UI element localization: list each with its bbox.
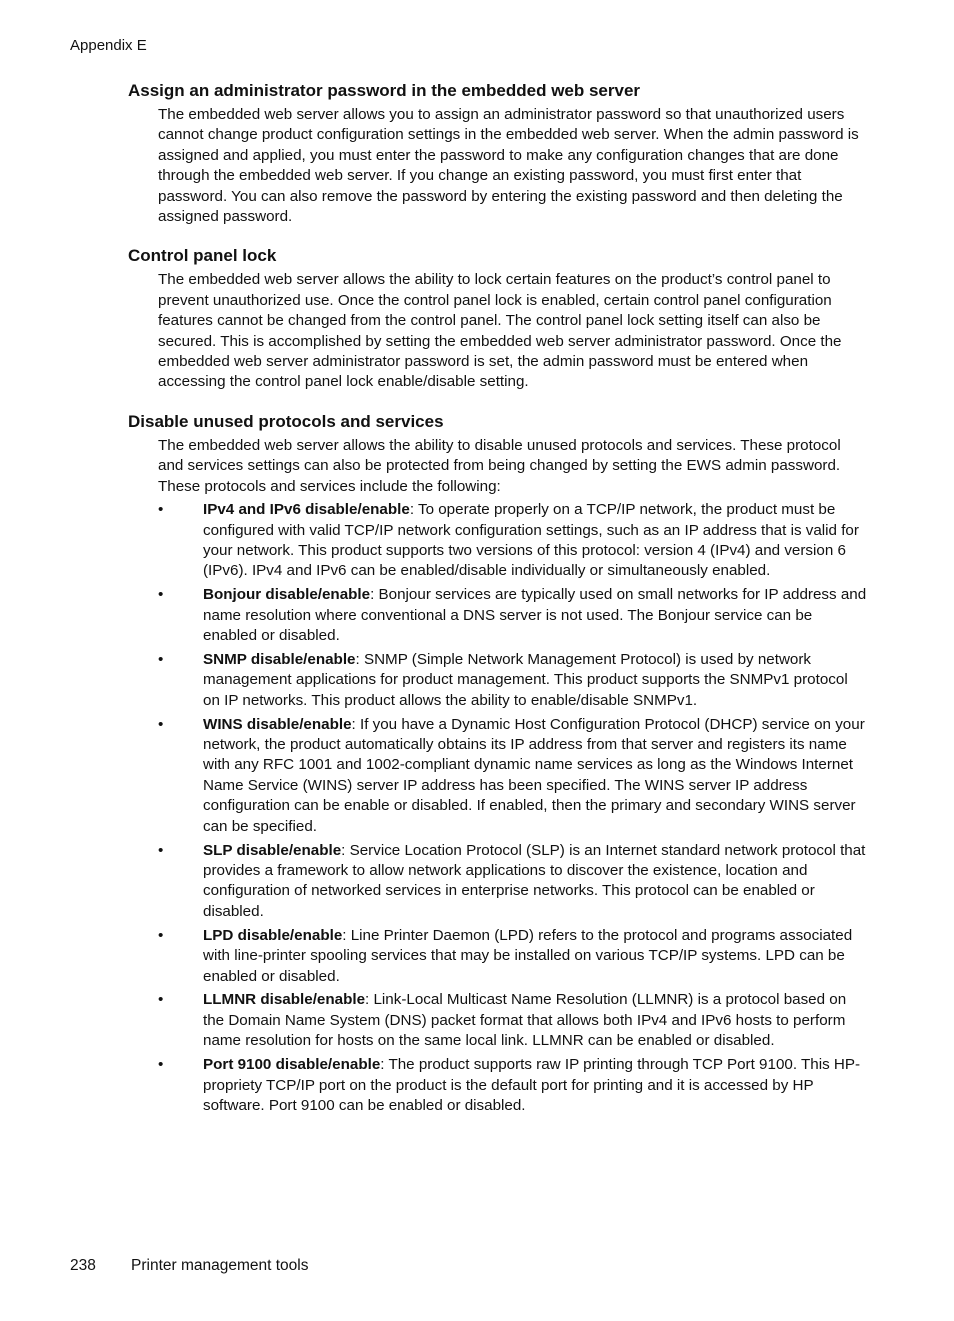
bullet-icon: • <box>158 841 164 859</box>
list-item-text: : The product supports raw IP printing through TCP Port 9100. This HP-propriety TCP/IP port on the product is the default port for printing and it is accessed by HP software. Port 9100 can be enabled or disabled. <box>203 1056 861 1114</box>
list-item-term: Port 9100 disable/enable <box>203 1056 381 1074</box>
list-item <box>158 841 868 923</box>
list-item-term: SNMP disable/enable <box>203 650 356 668</box>
list-item <box>158 926 868 987</box>
bullet-icon: • <box>158 1056 164 1074</box>
list-item <box>158 585 868 646</box>
section-paragraph: The embedded web server allows the ability to disable unused protocols and services. These protocol and services settings can also be protected from being changed by setting the EWS admin password. These protocols and services include the following: <box>158 436 841 495</box>
list-item <box>158 650 868 711</box>
list-item-term: SLP disable/enable <box>203 841 342 859</box>
list-item-text: : Line Printer Daemon (LPD) refers to the protocol and programs associated with line-printer spooling services that may be installed on various TCP/IP systems. LPD can be enabled or disabled. <box>203 926 853 985</box>
page-content <box>128 80 868 1120</box>
page-number: 238 <box>70 1257 96 1274</box>
page-footer <box>70 1256 308 1276</box>
list-item-text: : If you have a Dynamic Host Configuration Protocol (DHCP) service on your network, the product automatically obtains its IP address from that server and registers its name with any RFC 1001 and 1002-compliant dynamic name services as long as the Windows Internet Name Service (WINS) server IP address has been specified. The WINS server IP address configuration can be enable or disabled. If enabled, then the primary and secondary WINS server can be specified. <box>203 715 865 835</box>
list-item-text: : SNMP (Simple Network Management Protocol) is used by network management applications for product management. This product supports the SNMPv1 protocol on IP networks. This product allows the ability to enable/disable SNMPv1. <box>203 650 848 709</box>
list-item-text: : To operate properly on a TCP/IP network, the product must be configured with valid TCP/IP network configuration settings, such as an IP address that is valid for your network. This product supports two versions of this protocol: version 4 (IPv4) and version 6 (IPv6). IPv4 and IPv6 can be enabled/disable individually or simultaneously enabled. <box>203 501 859 580</box>
running-head: Appendix E <box>70 37 147 54</box>
list-item-term: Bonjour disable/enable <box>203 586 371 604</box>
bullet-icon: • <box>158 586 164 604</box>
bullet-icon: • <box>158 991 164 1009</box>
section-paragraph: The embedded web server allows you to assign an administrator password so that unauthorized users cannot change product configuration settings in the embedded web server. When the admin password is assigned and applied, you must enter the password to make any configuration changes that are done through the embedded web server. If you change an existing password, you must first enter that password. You can also remove the password by entering the existing password and then deleting the assigned password. <box>158 106 859 226</box>
list-item-text: : Service Location Protocol (SLP) is an Internet standard network protocol that provides a framework to allow network applications to discover the existence, location and configuration of networked services in enterprise networks. This protocol can be enabled or disabled. <box>203 841 866 920</box>
bullet-icon: • <box>158 501 164 519</box>
chapter-title: Printer management tools <box>131 1257 309 1274</box>
bullet-icon: • <box>158 926 164 944</box>
list-item-text: : Bonjour services are typically used on small networks for IP address and name resolution where conventional a DNS server is not used. The Bonjour service can be enabled or disabled. <box>203 586 867 645</box>
list-item <box>158 500 868 582</box>
bullet-icon: • <box>158 650 164 668</box>
section-disable-protocols <box>128 411 868 1117</box>
section-admin-password <box>128 80 868 227</box>
section-heading: Control panel lock <box>128 246 277 266</box>
list-item-text: : Link-Local Multicast Name Resolution (LLMNR) is a protocol based on the Domain Name System (DNS) packet format that allows both IPv4 and IPv6 hosts to perform name resolution for hosts on the same local link. LLMNR can be enabled or disabled. <box>203 991 847 1050</box>
list-item-term: LPD disable/enable <box>203 926 343 944</box>
list-item-term: WINS disable/enable <box>203 715 352 733</box>
list-item-term: IPv4 and IPv6 disable/enable <box>203 501 410 519</box>
section-paragraph: The embedded web server allows the ability to lock certain features on the product’s control panel to prevent unauthorized use. Once the control panel lock is enabled, certain control panel configuration features cannot be changed from the control panel. The control panel lock setting itself can also be secured. This is accomplished by setting the embedded web server administrator password. Once the embedded web server administrator password is set, the admin password must be entered when accessing the control panel lock enable/disable setting. <box>158 271 842 391</box>
section-control-panel-lock <box>128 245 868 392</box>
section-heading: Assign an administrator password in the embedded web server <box>128 81 641 100</box>
list-item-term: LLMNR disable/enable <box>203 991 366 1009</box>
bullet-icon: • <box>158 715 164 733</box>
list-item <box>158 1055 868 1116</box>
list-item <box>158 990 868 1051</box>
protocol-list <box>158 500 868 1116</box>
section-heading: Disable unused protocols and services <box>128 411 444 431</box>
list-item <box>158 715 868 837</box>
